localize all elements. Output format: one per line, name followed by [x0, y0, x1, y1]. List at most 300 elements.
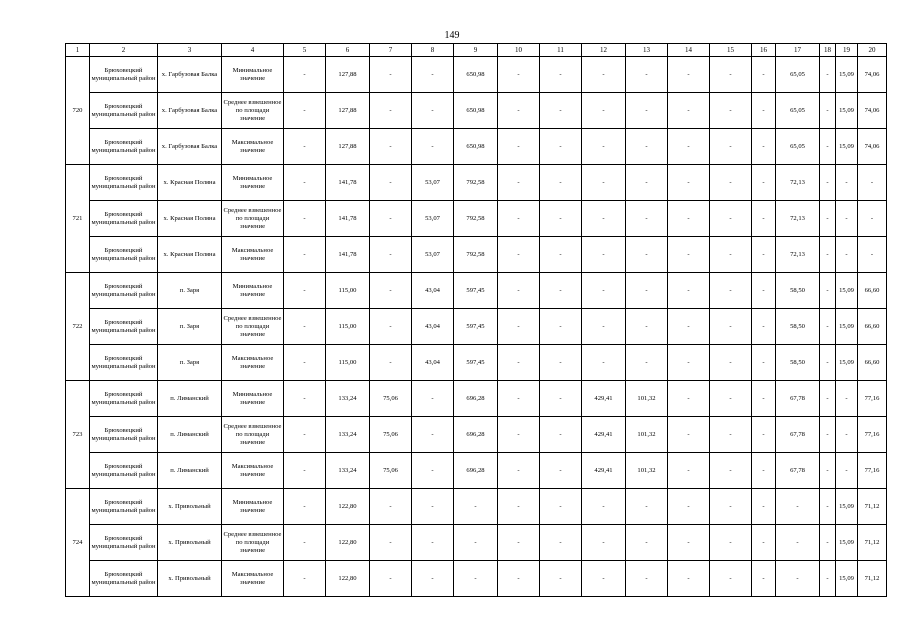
table-row — [66, 453, 887, 489]
table-cell: - — [370, 273, 412, 309]
table-cell: - — [370, 129, 412, 165]
table-cell: - — [498, 453, 540, 489]
table-cell: - — [370, 237, 412, 273]
table-cell: 74,06 — [858, 93, 887, 129]
table-cell: Максимальное значение — [222, 561, 284, 597]
row-number-cell: 723 — [66, 381, 90, 489]
table-cell: 77,16 — [858, 453, 887, 489]
table-cell: - — [668, 561, 710, 597]
table-cell: - — [626, 57, 668, 93]
table-cell: - — [582, 561, 626, 597]
table-cell: Брюховецкий муниципальный район — [90, 345, 158, 381]
table-cell: 127,88 — [326, 93, 370, 129]
table-cell: - — [820, 201, 836, 237]
table-cell: - — [540, 309, 582, 345]
table-cell: 43,04 — [412, 273, 454, 309]
table-cell: 71,12 — [858, 489, 887, 525]
table-cell: - — [498, 237, 540, 273]
table-cell: - — [582, 345, 626, 381]
table-cell: - — [284, 309, 326, 345]
table-cell: 15,09 — [836, 561, 858, 597]
column-header: 15 — [710, 44, 752, 57]
table-cell: - — [836, 381, 858, 417]
table-cell: х. Привольный — [158, 561, 222, 597]
table-cell: - — [776, 489, 820, 525]
table-cell: 58,50 — [776, 345, 820, 381]
table-cell: - — [752, 93, 776, 129]
table-cell: - — [820, 309, 836, 345]
table-cell: 66,60 — [858, 273, 887, 309]
table-cell: - — [582, 273, 626, 309]
table-cell: - — [540, 381, 582, 417]
table-cell: х. Гарбузовая Балка — [158, 129, 222, 165]
table-row — [66, 57, 887, 93]
table-cell: 75,06 — [370, 381, 412, 417]
table-cell: 133,24 — [326, 417, 370, 453]
table-cell: х. Красная Поляна — [158, 201, 222, 237]
table-cell: - — [412, 57, 454, 93]
column-header: 18 — [820, 44, 836, 57]
table-cell: Брюховецкий муниципальный район — [90, 57, 158, 93]
table-cell: 429,41 — [582, 381, 626, 417]
row-number-cell: 720 — [66, 57, 90, 165]
table-cell: Брюховецкий муниципальный район — [90, 453, 158, 489]
table-cell: - — [820, 165, 836, 201]
table-cell: - — [498, 273, 540, 309]
table-row — [66, 273, 887, 309]
table-body — [66, 57, 887, 597]
table-cell: - — [858, 165, 887, 201]
table-cell: - — [284, 273, 326, 309]
table-cell: - — [498, 561, 540, 597]
table-cell: - — [668, 381, 710, 417]
table-cell: 15,09 — [836, 309, 858, 345]
table-cell: - — [454, 561, 498, 597]
table-cell: - — [752, 273, 776, 309]
table-cell: - — [626, 345, 668, 381]
table-cell: - — [284, 57, 326, 93]
table-cell: 72,13 — [776, 237, 820, 273]
table-cell: х. Гарбузовая Балка — [158, 93, 222, 129]
table-cell: 15,09 — [836, 345, 858, 381]
table-row — [66, 417, 887, 453]
table-cell: 74,06 — [858, 57, 887, 93]
table-cell: - — [752, 129, 776, 165]
table-cell: 15,09 — [836, 57, 858, 93]
table-row — [66, 381, 887, 417]
table-cell: 696,28 — [454, 417, 498, 453]
table-cell: х. Красная Поляна — [158, 165, 222, 201]
table-cell: 58,50 — [776, 309, 820, 345]
table-cell: - — [370, 525, 412, 561]
table-cell: 122,80 — [326, 561, 370, 597]
table-cell: - — [752, 345, 776, 381]
table-cell: - — [668, 453, 710, 489]
table-cell: - — [540, 201, 582, 237]
table-cell: - — [752, 489, 776, 525]
table-cell: 122,80 — [326, 489, 370, 525]
table-cell: - — [626, 201, 668, 237]
table-row — [66, 237, 887, 273]
column-header: 11 — [540, 44, 582, 57]
table-row — [66, 561, 887, 597]
table-cell: - — [540, 237, 582, 273]
table-cell: 71,12 — [858, 525, 887, 561]
table-cell: - — [284, 453, 326, 489]
table-cell: - — [752, 381, 776, 417]
row-number-cell: 724 — [66, 489, 90, 597]
table-row — [66, 309, 887, 345]
table-cell: - — [820, 57, 836, 93]
table-cell: - — [370, 57, 412, 93]
column-header: 4 — [222, 44, 284, 57]
table-cell: 74,06 — [858, 129, 887, 165]
page-number: 149 — [444, 30, 460, 41]
table-cell: - — [582, 129, 626, 165]
table-cell: - — [710, 309, 752, 345]
table-cell: 141,78 — [326, 201, 370, 237]
table-cell: п. Заря — [158, 273, 222, 309]
column-header: 1 — [66, 44, 90, 57]
table-cell: Минимальное значение — [222, 489, 284, 525]
table-cell: - — [820, 129, 836, 165]
table-cell: - — [582, 309, 626, 345]
table-cell: - — [498, 201, 540, 237]
table-cell: - — [710, 273, 752, 309]
table-cell: Максимальное значение — [222, 129, 284, 165]
table-cell: - — [582, 489, 626, 525]
table-cell: - — [370, 201, 412, 237]
table-cell: - — [820, 489, 836, 525]
table-cell: - — [412, 525, 454, 561]
table-cell: Минимальное значение — [222, 57, 284, 93]
table-cell: - — [370, 93, 412, 129]
column-header: 14 — [668, 44, 710, 57]
table-cell: - — [858, 237, 887, 273]
table-cell: - — [582, 525, 626, 561]
table-cell: - — [284, 93, 326, 129]
table-cell: 67,78 — [776, 453, 820, 489]
table-cell: - — [540, 345, 582, 381]
table-cell: Максимальное значение — [222, 237, 284, 273]
table-cell: - — [836, 201, 858, 237]
table-cell: Брюховецкий муниципальный район — [90, 381, 158, 417]
column-header: 13 — [626, 44, 668, 57]
table-cell: - — [540, 525, 582, 561]
table-cell: - — [668, 201, 710, 237]
table-cell: - — [498, 93, 540, 129]
table-cell: 141,78 — [326, 165, 370, 201]
table-cell: 75,06 — [370, 417, 412, 453]
table-cell: - — [412, 381, 454, 417]
table-cell: 696,28 — [454, 381, 498, 417]
table-cell: - — [540, 453, 582, 489]
table-cell: - — [582, 237, 626, 273]
table-cell: - — [752, 561, 776, 597]
table-cell: - — [412, 489, 454, 525]
table-cell: Брюховецкий муниципальный район — [90, 93, 158, 129]
table-cell: 792,58 — [454, 201, 498, 237]
table-cell: 792,58 — [454, 237, 498, 273]
table-cell: п. Лиманский — [158, 453, 222, 489]
table-cell: - — [540, 93, 582, 129]
table-cell: - — [752, 309, 776, 345]
table-cell: - — [370, 165, 412, 201]
table-cell: - — [668, 525, 710, 561]
table-cell: - — [284, 237, 326, 273]
table-cell: 43,04 — [412, 309, 454, 345]
table-cell: - — [820, 561, 836, 597]
table-cell: - — [540, 165, 582, 201]
table-cell: - — [540, 489, 582, 525]
column-header: 3 — [158, 44, 222, 57]
table-cell: - — [710, 453, 752, 489]
table-cell: - — [710, 93, 752, 129]
table-cell: - — [752, 525, 776, 561]
table-cell: - — [626, 129, 668, 165]
table-cell: 141,78 — [326, 237, 370, 273]
table-cell: 66,60 — [858, 309, 887, 345]
table-cell: - — [668, 309, 710, 345]
table-cell: - — [370, 489, 412, 525]
table-cell: п. Заря — [158, 345, 222, 381]
table-cell: - — [752, 237, 776, 273]
table-cell: - — [540, 273, 582, 309]
table-cell: 67,78 — [776, 417, 820, 453]
table-cell: Брюховецкий муниципальный район — [90, 237, 158, 273]
table-cell: - — [776, 525, 820, 561]
table-cell: - — [710, 129, 752, 165]
table-cell: 133,24 — [326, 381, 370, 417]
table-cell: - — [820, 273, 836, 309]
table-cell: Брюховецкий муниципальный район — [90, 561, 158, 597]
table-cell: - — [626, 525, 668, 561]
table-cell: - — [498, 417, 540, 453]
column-header: 9 — [454, 44, 498, 57]
table-cell: - — [668, 93, 710, 129]
table-cell: - — [626, 165, 668, 201]
table-cell: 101,32 — [626, 453, 668, 489]
table-cell: 66,60 — [858, 345, 887, 381]
table-cell: 792,58 — [454, 165, 498, 201]
table-cell: - — [284, 201, 326, 237]
table-cell: 127,88 — [326, 57, 370, 93]
table-cell: 72,13 — [776, 165, 820, 201]
table-cell: - — [454, 489, 498, 525]
table-cell: - — [668, 129, 710, 165]
column-header: 19 — [836, 44, 858, 57]
table-cell: - — [710, 201, 752, 237]
table-cell: - — [626, 309, 668, 345]
table-cell: - — [836, 237, 858, 273]
table-cell: Брюховецкий муниципальный район — [90, 525, 158, 561]
table-cell: - — [582, 165, 626, 201]
table-cell: Максимальное значение — [222, 453, 284, 489]
table-cell: 53,07 — [412, 201, 454, 237]
table-cell: - — [752, 201, 776, 237]
table-cell: Брюховецкий муниципальный район — [90, 165, 158, 201]
table-cell: - — [498, 345, 540, 381]
table-cell: 122,80 — [326, 525, 370, 561]
table-cell: 15,09 — [836, 129, 858, 165]
row-number-cell: 722 — [66, 273, 90, 381]
table-cell: - — [820, 381, 836, 417]
table-cell: 53,07 — [412, 237, 454, 273]
table-cell: - — [454, 525, 498, 561]
table-cell: - — [412, 561, 454, 597]
table-cell: - — [626, 273, 668, 309]
table-cell: - — [820, 345, 836, 381]
table-cell: - — [836, 453, 858, 489]
table-cell: - — [284, 561, 326, 597]
table-cell: п. Лиманский — [158, 417, 222, 453]
table-cell: 58,50 — [776, 273, 820, 309]
table-cell: - — [498, 129, 540, 165]
table-cell: Брюховецкий муниципальный район — [90, 309, 158, 345]
table-cell: 133,24 — [326, 453, 370, 489]
table-cell: - — [820, 417, 836, 453]
table-cell: - — [668, 237, 710, 273]
table-cell: - — [412, 129, 454, 165]
table-cell: - — [412, 453, 454, 489]
table-cell: - — [498, 525, 540, 561]
table-cell: Минимальное значение — [222, 273, 284, 309]
table-cell: - — [582, 57, 626, 93]
table-cell: - — [710, 165, 752, 201]
table-cell: 15,09 — [836, 93, 858, 129]
table-cell: - — [626, 489, 668, 525]
table-cell: 77,16 — [858, 417, 887, 453]
table-cell: - — [626, 93, 668, 129]
table-cell: - — [776, 561, 820, 597]
table-cell: 597,45 — [454, 273, 498, 309]
table-cell: х. Привольный — [158, 525, 222, 561]
table-cell: 53,07 — [412, 165, 454, 201]
table-cell: п. Заря — [158, 309, 222, 345]
table-cell: 650,98 — [454, 129, 498, 165]
column-header: 17 — [776, 44, 820, 57]
table-cell: - — [820, 93, 836, 129]
table-cell: - — [710, 417, 752, 453]
table-cell: - — [668, 165, 710, 201]
row-number-cell: 721 — [66, 165, 90, 273]
table-cell: Брюховецкий муниципальный район — [90, 489, 158, 525]
table-cell: - — [498, 165, 540, 201]
table-cell: - — [752, 57, 776, 93]
column-header: 6 — [326, 44, 370, 57]
table-cell: - — [710, 345, 752, 381]
table-cell: х. Красная Поляна — [158, 237, 222, 273]
table-cell: - — [752, 453, 776, 489]
table-cell: 115,00 — [326, 273, 370, 309]
table-cell: - — [498, 57, 540, 93]
table-cell: 696,28 — [454, 453, 498, 489]
table-cell: 597,45 — [454, 309, 498, 345]
table-cell: - — [540, 57, 582, 93]
table-cell: 43,04 — [412, 345, 454, 381]
table-cell: Брюховецкий муниципальный район — [90, 201, 158, 237]
table-cell: - — [540, 417, 582, 453]
column-header: 7 — [370, 44, 412, 57]
table-row — [66, 165, 887, 201]
table-cell: - — [710, 237, 752, 273]
column-header: 8 — [412, 44, 454, 57]
table-cell: 65,05 — [776, 129, 820, 165]
table-cell: 127,88 — [326, 129, 370, 165]
table-row — [66, 489, 887, 525]
table-cell: - — [412, 417, 454, 453]
table-cell: х. Привольный — [158, 489, 222, 525]
table-cell: 650,98 — [454, 57, 498, 93]
table-cell: - — [820, 453, 836, 489]
table-cell: - — [668, 345, 710, 381]
table-cell: - — [284, 417, 326, 453]
table-cell: - — [284, 381, 326, 417]
table-cell: Среднее взвешенное по площади значение — [222, 525, 284, 561]
table-cell: - — [820, 237, 836, 273]
table-cell: Брюховецкий муниципальный район — [90, 129, 158, 165]
column-header: 5 — [284, 44, 326, 57]
column-header: 10 — [498, 44, 540, 57]
table-cell: 77,16 — [858, 381, 887, 417]
header-row — [66, 44, 887, 57]
table-cell: - — [710, 381, 752, 417]
table-cell: - — [370, 561, 412, 597]
table-cell: - — [540, 561, 582, 597]
table-cell: Брюховецкий муниципальный район — [90, 273, 158, 309]
table-cell: 65,05 — [776, 93, 820, 129]
table-cell: 15,09 — [836, 273, 858, 309]
table-cell: 101,32 — [626, 417, 668, 453]
table-cell: 429,41 — [582, 417, 626, 453]
table-cell: - — [668, 489, 710, 525]
table-cell: - — [836, 165, 858, 201]
table-cell: - — [668, 273, 710, 309]
table-row — [66, 93, 887, 129]
table-cell: 72,13 — [776, 201, 820, 237]
table-cell: Брюховецкий муниципальный район — [90, 417, 158, 453]
table-cell: 65,05 — [776, 57, 820, 93]
table-cell: - — [498, 309, 540, 345]
table-cell: 429,41 — [582, 453, 626, 489]
table-cell: - — [752, 165, 776, 201]
table-cell: Среднее взвешенное по площади значение — [222, 93, 284, 129]
table-cell: - — [498, 489, 540, 525]
table-row — [66, 345, 887, 381]
table-cell: - — [710, 525, 752, 561]
table-cell: - — [668, 57, 710, 93]
table-cell: 67,78 — [776, 381, 820, 417]
table-cell: - — [412, 93, 454, 129]
column-header: 12 — [582, 44, 626, 57]
table-cell: Минимальное значение — [222, 381, 284, 417]
table-cell: - — [836, 417, 858, 453]
table-cell: 75,06 — [370, 453, 412, 489]
table-row — [66, 129, 887, 165]
table-cell: - — [820, 525, 836, 561]
table-cell: п. Лиманский — [158, 381, 222, 417]
column-header: 20 — [858, 44, 887, 57]
table-row — [66, 201, 887, 237]
table-cell: Среднее взвешенное по площади значение — [222, 417, 284, 453]
table-cell: - — [710, 57, 752, 93]
table-cell: - — [710, 561, 752, 597]
table-cell: - — [752, 417, 776, 453]
table-cell: 115,00 — [326, 345, 370, 381]
table-cell: 597,45 — [454, 345, 498, 381]
table-cell: - — [284, 345, 326, 381]
table-cell: 15,09 — [836, 489, 858, 525]
